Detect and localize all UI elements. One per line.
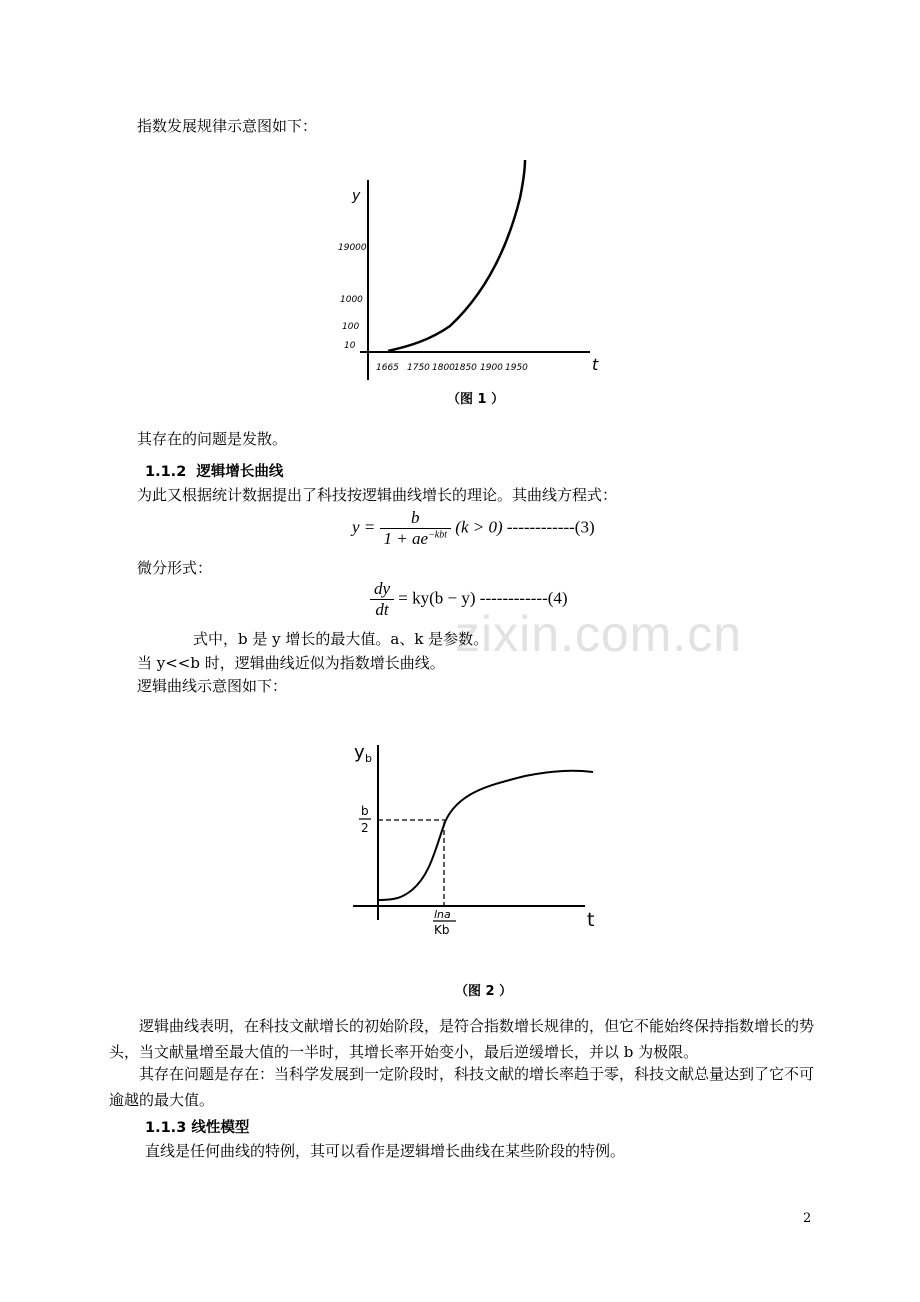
fig1-xtick: 1800 bbox=[432, 363, 455, 373]
eq4-denominator: dt bbox=[375, 600, 389, 619]
watermark: zixin.com.cn bbox=[455, 606, 743, 662]
fig1-xtick: 1950 bbox=[505, 363, 528, 373]
intro-line: 指数发展规律示意图如下： bbox=[137, 117, 318, 135]
paragraph-1: 逻辑曲线表明，在科技文献增长的初始阶段，是符合指数增长规律的，但它不能始终保持指数增长的势头，当文献量增至最大值的一半时，其增长率开始变小，最后逆缓增长，并以 b 为极限。 bbox=[109, 1017, 815, 1061]
fig2-x-mark-denominator: Kb bbox=[434, 923, 450, 937]
eq4-tag: ------------(4) bbox=[479, 588, 568, 608]
figure-1-exponential-chart bbox=[330, 158, 620, 388]
eq3-fraction bbox=[380, 508, 452, 549]
section-1-1-3-heading bbox=[145, 1117, 249, 1139]
page-number: 2 bbox=[803, 1211, 812, 1226]
equation-3 bbox=[352, 508, 595, 549]
eq3-den-exp: −kbt bbox=[428, 529, 448, 541]
fig1-ytick: 10 bbox=[344, 341, 356, 351]
equation-4 bbox=[370, 579, 568, 620]
eq3-den-base: 1 + ae bbox=[383, 529, 429, 548]
eq3-numerator: b bbox=[380, 508, 452, 529]
linear-line: 直线是任何曲线的特例，其可以看作是逻辑增长曲线在某些阶段的特例。 bbox=[145, 1142, 626, 1160]
differential-label: 微分形式： bbox=[137, 559, 213, 577]
eq3-denominator bbox=[380, 529, 452, 549]
fig1-xtick: 1750 bbox=[407, 363, 430, 373]
fig1-xtick: 1900 bbox=[480, 363, 503, 373]
fig1-exponential-curve bbox=[388, 160, 525, 351]
eq3-tag: ------------(3) bbox=[506, 517, 595, 537]
fig1-ytick: 19000 bbox=[338, 243, 367, 253]
fig1-ytick: 100 bbox=[342, 322, 360, 332]
eq4-numerator: dy bbox=[370, 579, 394, 600]
fig1-xtick: 1850 bbox=[454, 363, 477, 373]
approx-line: 当 y<<b 时，逻辑曲线近似为指数增长曲线。 bbox=[137, 654, 445, 672]
section-number: 1.1.3 bbox=[145, 1120, 187, 1136]
fig2-x-label: t bbox=[587, 909, 595, 931]
where-line: 式中，b 是 y 增长的最大值。a、k 是参数。 bbox=[193, 630, 489, 648]
fig2-y-subscript: b bbox=[365, 752, 372, 765]
fig1-ytick: 1000 bbox=[340, 295, 363, 305]
fig2-x-mark-numerator: lna bbox=[434, 908, 451, 921]
figure-2-intro: 逻辑曲线示意图如下： bbox=[137, 677, 288, 695]
fig2-y-label: y bbox=[354, 742, 365, 763]
section-title: 线性模型 bbox=[191, 1120, 250, 1136]
figure-2-caption: （图 2 ） bbox=[455, 984, 513, 999]
fig1-xtick: 1665 bbox=[376, 363, 399, 373]
section-1-1-2-heading bbox=[145, 461, 283, 483]
problem-line-1: 其存在的问题是发散。 bbox=[137, 430, 288, 448]
fig1-y-label: y bbox=[352, 188, 361, 204]
figure-2-logistic-chart bbox=[340, 730, 610, 945]
eq4-fraction bbox=[370, 579, 394, 620]
fig2-mid-denominator: 2 bbox=[361, 821, 369, 835]
fig2-mid-numerator: b bbox=[361, 804, 369, 818]
paragraph-2: 其存在问题是存在：当科学发展到一定阶段时，科技文献的增长率趋于零，科技文献总量达到了它不可逾越的最大值。 bbox=[109, 1065, 815, 1109]
logistic-intro: 为此又根据统计数据提出了科技按逻辑曲线增长的理论。其曲线方程式： bbox=[137, 486, 618, 504]
fig1-x-label: t bbox=[592, 355, 599, 374]
figure-1-caption: （图 1 ） bbox=[447, 392, 505, 407]
eq4-rhs: = ky(b − y) bbox=[398, 588, 476, 608]
fig2-logistic-curve bbox=[378, 771, 593, 900]
section-number: 1.1.2 bbox=[145, 464, 187, 480]
eq3-condition: (k > 0) bbox=[455, 517, 503, 537]
eq3-lhs: y = bbox=[352, 517, 376, 537]
section-title: 逻辑增长曲线 bbox=[196, 464, 284, 480]
